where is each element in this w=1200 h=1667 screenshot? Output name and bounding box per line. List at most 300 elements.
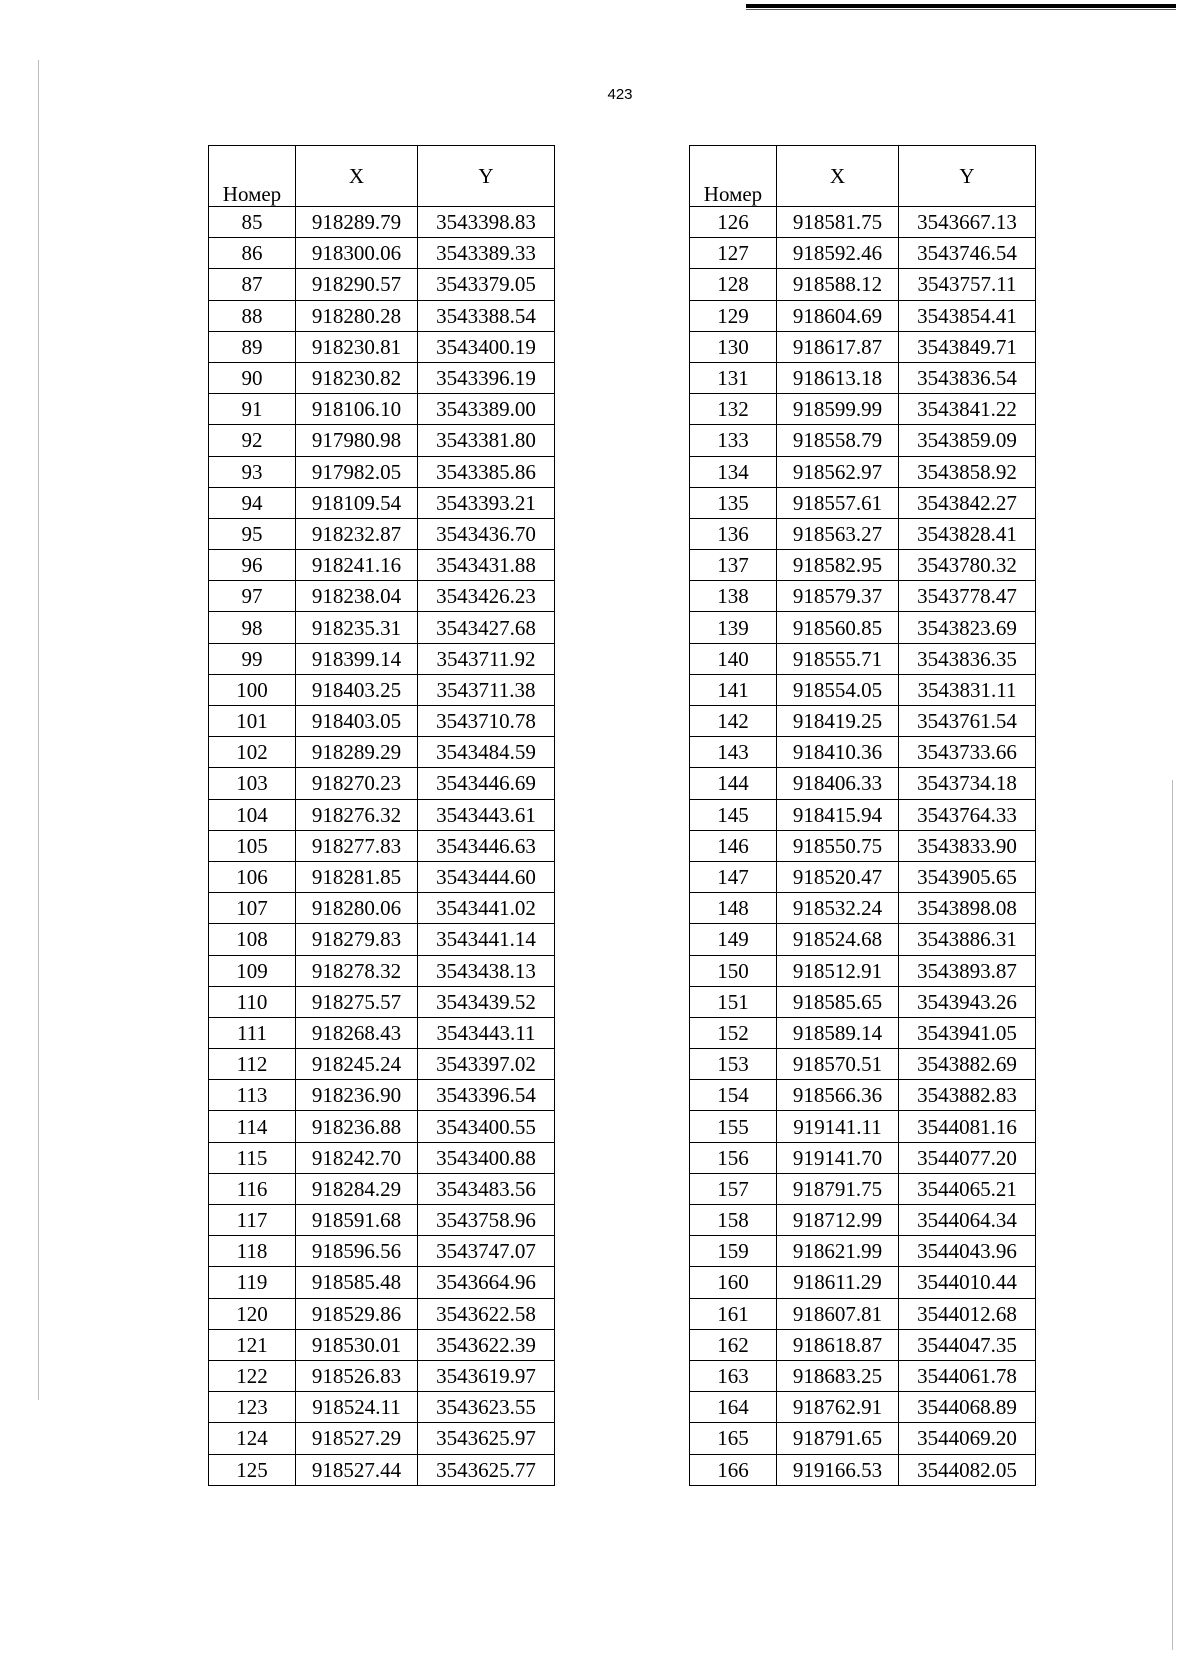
coord-x: 918532.24 [777, 893, 899, 924]
coord-x: 918581.75 [777, 207, 899, 238]
coord-x: 918238.04 [296, 581, 418, 612]
coord-y: 3544061.78 [899, 1360, 1036, 1391]
coord-y: 3544043.96 [899, 1236, 1036, 1267]
table-row [690, 612, 1036, 643]
point-number: 107 [209, 893, 296, 924]
coord-x: 918236.88 [296, 1111, 418, 1142]
point-number: 116 [209, 1173, 296, 1204]
table-row [690, 1236, 1036, 1267]
point-number: 134 [690, 456, 777, 487]
point-number: 104 [209, 799, 296, 830]
table-row [690, 518, 1036, 549]
coord-x: 918300.06 [296, 238, 418, 269]
point-number: 123 [209, 1392, 296, 1423]
coord-y: 3543446.69 [418, 768, 555, 799]
coord-y: 3544064.34 [899, 1205, 1036, 1236]
table-row [209, 550, 555, 581]
coord-y: 3543746.54 [899, 238, 1036, 269]
coord-x: 918527.44 [296, 1454, 418, 1485]
point-number: 103 [209, 768, 296, 799]
point-number: 90 [209, 362, 296, 393]
coord-y: 3543441.02 [418, 893, 555, 924]
coord-y: 3543389.00 [418, 394, 555, 425]
coord-y: 3543667.13 [899, 207, 1036, 238]
point-number: 112 [209, 1049, 296, 1080]
coord-x: 918106.10 [296, 394, 418, 425]
point-number: 165 [690, 1423, 777, 1454]
coord-y: 3544065.21 [899, 1173, 1036, 1204]
coordinates-table-right [689, 145, 1036, 1486]
table-row [690, 1298, 1036, 1329]
table-row [690, 1329, 1036, 1360]
point-number: 136 [690, 518, 777, 549]
table-row [690, 331, 1036, 362]
point-number: 108 [209, 924, 296, 955]
point-number: 151 [690, 986, 777, 1017]
point-number: 110 [209, 986, 296, 1017]
table-row [690, 955, 1036, 986]
header-x: X [296, 146, 418, 207]
coord-x: 918403.25 [296, 674, 418, 705]
coord-y: 3543622.58 [418, 1298, 555, 1329]
coord-x: 918278.32 [296, 955, 418, 986]
coord-x: 918589.14 [777, 1017, 899, 1048]
coord-y: 3543441.14 [418, 924, 555, 955]
coord-x: 918555.71 [777, 643, 899, 674]
coord-y: 3543396.54 [418, 1080, 555, 1111]
point-number: 132 [690, 394, 777, 425]
table-row [209, 1111, 555, 1142]
coord-x: 918281.85 [296, 861, 418, 892]
point-number: 86 [209, 238, 296, 269]
coord-x: 918290.57 [296, 269, 418, 300]
table-row [209, 1080, 555, 1111]
coord-x: 918289.79 [296, 207, 418, 238]
point-number: 122 [209, 1360, 296, 1391]
coord-y: 3543484.59 [418, 737, 555, 768]
table-row [209, 362, 555, 393]
point-number: 85 [209, 207, 296, 238]
coord-y: 3543833.90 [899, 830, 1036, 861]
table-row [690, 893, 1036, 924]
coord-y: 3543385.86 [418, 456, 555, 487]
point-number: 133 [690, 425, 777, 456]
coord-y: 3543836.54 [899, 362, 1036, 393]
coord-y: 3543778.47 [899, 581, 1036, 612]
coord-y: 3543764.33 [899, 799, 1036, 830]
point-number: 166 [690, 1454, 777, 1485]
table-row [690, 269, 1036, 300]
coord-x: 918762.91 [777, 1392, 899, 1423]
coord-y: 3543849.71 [899, 331, 1036, 362]
point-number: 126 [690, 207, 777, 238]
point-number: 97 [209, 581, 296, 612]
coord-x: 918109.54 [296, 487, 418, 518]
point-number: 101 [209, 706, 296, 737]
coord-y: 3543943.26 [899, 986, 1036, 1017]
table-row [690, 300, 1036, 331]
coord-y: 3543886.31 [899, 924, 1036, 955]
coord-y: 3543483.56 [418, 1173, 555, 1204]
coord-y: 3543622.39 [418, 1329, 555, 1360]
coord-x: 918406.33 [777, 768, 899, 799]
table-row [690, 1267, 1036, 1298]
coord-x: 918524.68 [777, 924, 899, 955]
coord-y: 3543842.27 [899, 487, 1036, 518]
coord-y: 3543426.23 [418, 581, 555, 612]
coord-x: 918579.37 [777, 581, 899, 612]
table-row [209, 1360, 555, 1391]
top-rule [746, 4, 1176, 8]
point-number: 87 [209, 269, 296, 300]
table-row [209, 1049, 555, 1080]
coord-y: 3543625.77 [418, 1454, 555, 1485]
coord-x: 918563.27 [777, 518, 899, 549]
table-row [209, 1392, 555, 1423]
coord-x: 918276.32 [296, 799, 418, 830]
coord-y: 3543831.11 [899, 674, 1036, 705]
coord-x: 918607.81 [777, 1298, 899, 1329]
coord-y: 3543758.96 [418, 1205, 555, 1236]
point-number: 92 [209, 425, 296, 456]
point-number: 93 [209, 456, 296, 487]
point-number: 141 [690, 674, 777, 705]
table-row [690, 1049, 1036, 1080]
point-number: 125 [209, 1454, 296, 1485]
coord-y: 3543882.83 [899, 1080, 1036, 1111]
coord-y: 3543439.52 [418, 986, 555, 1017]
coord-y: 3544069.20 [899, 1423, 1036, 1454]
point-number: 146 [690, 830, 777, 861]
table-row [209, 581, 555, 612]
table-row [209, 207, 555, 238]
point-number: 140 [690, 643, 777, 674]
table-row [209, 612, 555, 643]
table-row [209, 1298, 555, 1329]
point-number: 117 [209, 1205, 296, 1236]
coord-x: 918617.87 [777, 331, 899, 362]
point-number: 142 [690, 706, 777, 737]
coord-y: 3543623.55 [418, 1392, 555, 1423]
table-row [690, 456, 1036, 487]
point-number: 119 [209, 1267, 296, 1298]
coord-x: 918618.87 [777, 1329, 899, 1360]
point-number: 115 [209, 1142, 296, 1173]
coord-x: 918570.51 [777, 1049, 899, 1080]
table-row [690, 768, 1036, 799]
table-row [209, 986, 555, 1017]
table-row [690, 362, 1036, 393]
point-number: 156 [690, 1142, 777, 1173]
table-row [209, 394, 555, 425]
header-number: Номер [209, 146, 296, 207]
coord-y: 3543941.05 [899, 1017, 1036, 1048]
coord-x: 919141.70 [777, 1142, 899, 1173]
coord-x: 918550.75 [777, 830, 899, 861]
coord-x: 918277.83 [296, 830, 418, 861]
point-number: 155 [690, 1111, 777, 1142]
point-number: 95 [209, 518, 296, 549]
table-row [690, 737, 1036, 768]
point-number: 137 [690, 550, 777, 581]
coord-y: 3543388.54 [418, 300, 555, 331]
coord-y: 3544047.35 [899, 1329, 1036, 1360]
coord-x: 918242.70 [296, 1142, 418, 1173]
coord-x: 918419.25 [777, 706, 899, 737]
coord-x: 918582.95 [777, 550, 899, 581]
coord-x: 918592.46 [777, 238, 899, 269]
coord-y: 3543733.66 [899, 737, 1036, 768]
coord-x: 918245.24 [296, 1049, 418, 1080]
point-number: 106 [209, 861, 296, 892]
coord-x: 918554.05 [777, 674, 899, 705]
point-number: 150 [690, 955, 777, 986]
coord-y: 3543711.38 [418, 674, 555, 705]
table-row [690, 830, 1036, 861]
table-row [690, 1454, 1036, 1485]
point-number: 149 [690, 924, 777, 955]
point-number: 129 [690, 300, 777, 331]
coord-y: 3543438.13 [418, 955, 555, 986]
coord-y: 3543443.11 [418, 1017, 555, 1048]
coord-x: 918529.86 [296, 1298, 418, 1329]
table-row [690, 1360, 1036, 1391]
table-row [209, 1173, 555, 1204]
table-row [690, 1111, 1036, 1142]
coord-x: 918585.48 [296, 1267, 418, 1298]
coord-y: 3543397.02 [418, 1049, 555, 1080]
point-number: 120 [209, 1298, 296, 1329]
coord-y: 3543396.19 [418, 362, 555, 393]
point-number: 143 [690, 737, 777, 768]
table-row [690, 487, 1036, 518]
coord-y: 3543619.97 [418, 1360, 555, 1391]
table-row [209, 1205, 555, 1236]
table-row [209, 300, 555, 331]
point-number: 89 [209, 331, 296, 362]
point-number: 153 [690, 1049, 777, 1080]
coord-x: 918530.01 [296, 1329, 418, 1360]
coord-x: 918280.06 [296, 893, 418, 924]
table-row [209, 487, 555, 518]
point-number: 88 [209, 300, 296, 331]
coord-x: 919141.11 [777, 1111, 899, 1142]
table-row [690, 799, 1036, 830]
coord-x: 918236.90 [296, 1080, 418, 1111]
point-number: 154 [690, 1080, 777, 1111]
table-row [209, 1142, 555, 1173]
coord-y: 3543761.54 [899, 706, 1036, 737]
coord-y: 3543828.41 [899, 518, 1036, 549]
coord-y: 3543444.60 [418, 861, 555, 892]
coord-y: 3543379.05 [418, 269, 555, 300]
coord-y: 3544012.68 [899, 1298, 1036, 1329]
coord-x: 918230.81 [296, 331, 418, 362]
table-row [209, 1017, 555, 1048]
header-x: X [777, 146, 899, 207]
coord-x: 918280.28 [296, 300, 418, 331]
coord-y: 3543431.88 [418, 550, 555, 581]
coord-y: 3544082.05 [899, 1454, 1036, 1485]
point-number: 91 [209, 394, 296, 425]
point-number: 162 [690, 1329, 777, 1360]
coord-y: 3544081.16 [899, 1111, 1036, 1142]
coord-y: 3543905.65 [899, 861, 1036, 892]
table-row [690, 1423, 1036, 1454]
table-row [690, 207, 1036, 238]
coord-y: 3543747.07 [418, 1236, 555, 1267]
coord-y: 3543381.80 [418, 425, 555, 456]
point-number: 148 [690, 893, 777, 924]
coord-y: 3544068.89 [899, 1392, 1036, 1423]
point-number: 135 [690, 487, 777, 518]
coord-y: 3543757.11 [899, 269, 1036, 300]
coord-x: 918524.11 [296, 1392, 418, 1423]
table-row [690, 1017, 1036, 1048]
page-number: 423 [607, 86, 633, 103]
point-number: 164 [690, 1392, 777, 1423]
table-row [690, 238, 1036, 269]
coord-x: 918599.99 [777, 394, 899, 425]
coord-y: 3543400.55 [418, 1111, 555, 1142]
table-row [690, 706, 1036, 737]
point-number: 158 [690, 1205, 777, 1236]
coord-x: 918279.83 [296, 924, 418, 955]
table-row [209, 924, 555, 955]
point-number: 94 [209, 487, 296, 518]
table-row [690, 1080, 1036, 1111]
table-row [209, 1329, 555, 1360]
point-number: 113 [209, 1080, 296, 1111]
table-row [209, 269, 555, 300]
table-row [209, 674, 555, 705]
coord-x: 918557.61 [777, 487, 899, 518]
coord-y: 3543854.41 [899, 300, 1036, 331]
point-number: 124 [209, 1423, 296, 1454]
coord-y: 3543446.63 [418, 830, 555, 861]
header-number: Номер [690, 146, 777, 207]
table-row [209, 955, 555, 986]
coordinates-table-left [208, 145, 555, 1486]
point-number: 99 [209, 643, 296, 674]
header-y: Y [899, 146, 1036, 207]
scan-margin-left [38, 60, 39, 1400]
point-number: 128 [690, 269, 777, 300]
point-number: 121 [209, 1329, 296, 1360]
coord-x: 918566.36 [777, 1080, 899, 1111]
coord-x: 918588.12 [777, 269, 899, 300]
table-row [690, 1142, 1036, 1173]
coord-y: 3543389.33 [418, 238, 555, 269]
coord-x: 918591.68 [296, 1205, 418, 1236]
point-number: 147 [690, 861, 777, 892]
point-number: 102 [209, 737, 296, 768]
coord-y: 3543734.18 [899, 768, 1036, 799]
point-number: 100 [209, 674, 296, 705]
point-number: 127 [690, 238, 777, 269]
coord-y: 3543393.21 [418, 487, 555, 518]
coord-y: 3543823.69 [899, 612, 1036, 643]
table-row [209, 425, 555, 456]
coord-x: 918403.05 [296, 706, 418, 737]
coord-y: 3543625.97 [418, 1423, 555, 1454]
coord-x: 918611.29 [777, 1267, 899, 1298]
point-number: 109 [209, 955, 296, 986]
coord-x: 918289.29 [296, 737, 418, 768]
coord-x: 918241.16 [296, 550, 418, 581]
coord-x: 919166.53 [777, 1454, 899, 1485]
coord-x: 918791.75 [777, 1173, 899, 1204]
table-row [690, 643, 1036, 674]
coord-y: 3543898.08 [899, 893, 1036, 924]
coord-x: 918275.57 [296, 986, 418, 1017]
coord-x: 918683.25 [777, 1360, 899, 1391]
table-row [690, 674, 1036, 705]
coord-x: 918585.65 [777, 986, 899, 1017]
coord-x: 918520.47 [777, 861, 899, 892]
point-number: 111 [209, 1017, 296, 1048]
point-number: 114 [209, 1111, 296, 1142]
table-row [690, 924, 1036, 955]
coord-x: 918562.97 [777, 456, 899, 487]
coord-x: 918526.83 [296, 1360, 418, 1391]
point-number: 139 [690, 612, 777, 643]
table-row [209, 737, 555, 768]
coord-y: 3543400.19 [418, 331, 555, 362]
coord-x: 918284.29 [296, 1173, 418, 1204]
table-row [209, 893, 555, 924]
coord-x: 917980.98 [296, 425, 418, 456]
coord-x: 918415.94 [777, 799, 899, 830]
table-row [209, 830, 555, 861]
table-row [690, 1205, 1036, 1236]
table-row [209, 456, 555, 487]
table-row [209, 768, 555, 799]
table-row [209, 1454, 555, 1485]
coord-x: 918512.91 [777, 955, 899, 986]
table-row [209, 518, 555, 549]
coord-x: 918527.29 [296, 1423, 418, 1454]
point-number: 161 [690, 1298, 777, 1329]
point-number: 98 [209, 612, 296, 643]
coord-y: 3543398.83 [418, 207, 555, 238]
table-row [209, 799, 555, 830]
table-row [209, 706, 555, 737]
coord-x: 918399.14 [296, 643, 418, 674]
coord-y: 3543893.87 [899, 955, 1036, 986]
coord-x: 918270.23 [296, 768, 418, 799]
coord-y: 3543711.92 [418, 643, 555, 674]
point-number: 160 [690, 1267, 777, 1298]
point-number: 138 [690, 581, 777, 612]
point-number: 131 [690, 362, 777, 393]
coord-y: 3543859.09 [899, 425, 1036, 456]
coord-y: 3543836.35 [899, 643, 1036, 674]
coord-x: 918613.18 [777, 362, 899, 393]
coord-y: 3543841.22 [899, 394, 1036, 425]
point-number: 118 [209, 1236, 296, 1267]
coord-y: 3543427.68 [418, 612, 555, 643]
table-row [690, 581, 1036, 612]
coord-x: 918558.79 [777, 425, 899, 456]
header-y: Y [418, 146, 555, 207]
coord-x: 918621.99 [777, 1236, 899, 1267]
point-number: 159 [690, 1236, 777, 1267]
coord-y: 3543710.78 [418, 706, 555, 737]
table-row [209, 1236, 555, 1267]
table-row [690, 986, 1036, 1017]
table-row [690, 550, 1036, 581]
